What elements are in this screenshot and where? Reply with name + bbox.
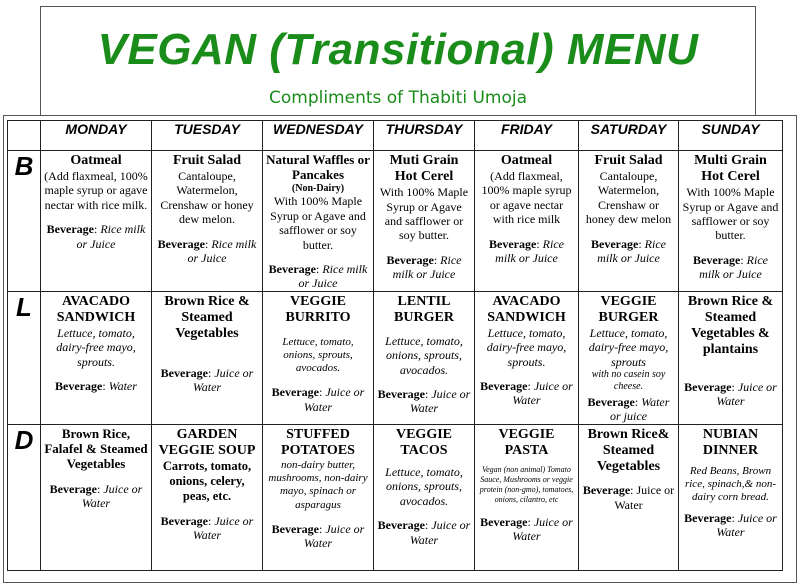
menu-cell bbox=[152, 151, 263, 292]
dish-description: With 100% Maple Syrup or Agave and safflower or soy butter. bbox=[682, 185, 779, 243]
day-monday: MONDAY bbox=[41, 121, 152, 151]
beverage: Beverage: Water or juice bbox=[587, 395, 670, 424]
page-title: VEGAN (Transitional) MENU bbox=[97, 25, 699, 74]
dish-subtitle: (Non-Dairy) bbox=[291, 182, 345, 194]
menu-cell bbox=[374, 151, 475, 292]
dish-description: (Add flaxmeal, 100% maple syrup or agave nectar with rice milk bbox=[481, 169, 572, 227]
beverage: Beverage: Juice or Water bbox=[49, 481, 143, 511]
beverage: Beverage: Juice or Water bbox=[480, 379, 573, 408]
dish-name: Fruit Salad bbox=[172, 153, 242, 168]
dish-name: Brown Rice, Falafel & Steamed Vegetables bbox=[44, 425, 148, 471]
breakfast-label: B bbox=[8, 151, 41, 292]
menu-cell bbox=[152, 291, 263, 424]
beverage: Beverage: Water bbox=[55, 379, 137, 394]
beverage: Beverage: Juice or Water bbox=[160, 514, 254, 543]
menu-cell bbox=[579, 151, 679, 292]
dish-name: Brown Rice & Steamed Vegetables bbox=[164, 293, 250, 341]
dish-description: Lettuce, tomato, onions, sprouts, avocados. bbox=[385, 465, 463, 508]
dish-description: With 100% Maple Syrup or Agave and safflower or soy butter. bbox=[379, 185, 469, 243]
dinner-row bbox=[8, 424, 783, 570]
menu-cell bbox=[41, 291, 152, 424]
weekly-menu-table bbox=[7, 120, 783, 571]
dish-name: NUBIAN DINNER bbox=[702, 426, 759, 458]
day-wednesday: WEDNESDAY bbox=[263, 121, 374, 151]
day-friday: FRIDAY bbox=[475, 121, 579, 151]
menu-cell bbox=[475, 151, 579, 292]
dish-name: LENTIL BURGER bbox=[394, 293, 454, 325]
dish-description: With 100% Maple Syrup or Agave and safflower or soy butter. bbox=[270, 194, 366, 252]
dinner-label: D bbox=[8, 424, 41, 570]
menu-cell bbox=[679, 291, 783, 424]
menu-cell bbox=[263, 151, 374, 292]
menu-cell bbox=[263, 424, 374, 570]
menu-cell bbox=[679, 424, 783, 570]
beverage: Beverage: Juice or Water bbox=[582, 483, 675, 512]
day-thursday: THURSDAY bbox=[374, 121, 475, 151]
lunch-row bbox=[8, 291, 783, 424]
dish-description: Lettuce, tomato, onions, sprouts, avocados. bbox=[282, 335, 354, 375]
dish-name: VEGGIE TACOS bbox=[395, 426, 452, 458]
day-sunday: SUNDAY bbox=[679, 121, 783, 151]
dish-name: GARDEN VEGGIE SOUP bbox=[158, 426, 256, 458]
menu-cell bbox=[374, 424, 475, 570]
dish-name: Brown Rice& Steamed Vegetables bbox=[587, 426, 670, 475]
beverage: Beverage: Rice milk or Juice bbox=[268, 261, 368, 291]
dish-name: Fruit Salad bbox=[594, 153, 663, 168]
dish-name: Muti Grain Hot Cerel bbox=[389, 153, 459, 185]
dish-name: VEGGIE BURGER bbox=[598, 293, 659, 325]
menu-cell bbox=[579, 291, 679, 424]
dish-description: Lettuce, tomato, dairy-free mayo, sprouts. bbox=[56, 325, 136, 369]
page-subtitle: Compliments of Thabiti Umoja bbox=[268, 88, 527, 108]
beverage: Beverage: Juice or Water bbox=[684, 510, 777, 539]
dish-description: non-dairy butter, mushrooms, non-dairy mayo, spinach or asparagus bbox=[268, 459, 368, 511]
beverage: Beverage: Juice or Water bbox=[684, 380, 777, 409]
menu-cell bbox=[475, 291, 579, 424]
beverage: Beverage: Juice or Water bbox=[160, 366, 254, 395]
dish-name: Natural Waffles or Pancakes bbox=[266, 152, 370, 182]
beverage: Beverage: Rice milk or Juice bbox=[591, 236, 666, 266]
menu-cell bbox=[475, 424, 579, 570]
day-header-row bbox=[8, 121, 783, 151]
menu-cell bbox=[41, 151, 152, 292]
beverage: Beverage: Juice or Water bbox=[271, 385, 365, 414]
beverage: Beverage: Rice milk or Juice bbox=[46, 222, 146, 251]
menu-cell bbox=[579, 424, 679, 570]
breakfast-row bbox=[8, 151, 783, 292]
dish-description: Cantaloupe, Watermelon, Crenshaw or honey dew melon. bbox=[160, 169, 254, 227]
menu-cell bbox=[263, 291, 374, 424]
dish-name: Multi Grain Hot Cerel bbox=[694, 153, 767, 185]
day-saturday: SATURDAY bbox=[579, 121, 679, 151]
beverage: Beverage: Rice milk or Juice bbox=[489, 236, 564, 266]
menu-cell bbox=[152, 424, 263, 570]
corner-cell bbox=[8, 121, 41, 151]
day-tuesday: TUESDAY bbox=[152, 121, 263, 151]
menu-cell bbox=[679, 151, 783, 292]
dish-name: Oatmeal bbox=[70, 153, 122, 168]
dish-name: VEGGIE PASTA bbox=[498, 426, 555, 458]
dish-name: AVACADO SANDWICH bbox=[56, 293, 136, 325]
dish-description: Cantaloupe, Watermelon, Crenshaw or honey dew melon bbox=[585, 169, 672, 227]
dish-description: Lettuce, tomato, onions, sprouts, avocados. bbox=[385, 333, 463, 377]
dish-description: Carrots, tomato, onions, celery, peas, etc. bbox=[162, 459, 252, 504]
dish-name: AVACADO SANDWICH bbox=[487, 293, 566, 325]
beverage: Beverage: Rice milk or Juice bbox=[386, 252, 462, 282]
beverage: Beverage: Juice or Water bbox=[271, 521, 365, 551]
dish-name: Brown Rice & Steamed Vegetables & plantains bbox=[687, 293, 774, 357]
dish-description: Red Beans, Brown rice, spinach,& non-dairy corn bread. bbox=[684, 465, 777, 504]
menu-cell bbox=[374, 291, 475, 424]
beverage: Beverage: Rice milk or Juice bbox=[693, 252, 768, 282]
dish-description: (Add flaxmeal, 100% maple syrup or agave nectar with rice milk. bbox=[44, 169, 148, 212]
dish-name: STUFFED POTATOES bbox=[281, 426, 355, 458]
dish-note: with no casein soy cheese. bbox=[591, 369, 666, 393]
beverage: Beverage: Juice or Water bbox=[480, 515, 573, 544]
dish-name: Oatmeal bbox=[500, 153, 553, 168]
dish-description: Vegan (non animal) Tomato Sauce, Mushrooms or veggie protein (non-gmo), tomatoes, onions, cilantro, etc bbox=[479, 465, 574, 505]
dish-name: VEGGIE BURRITO bbox=[285, 293, 351, 325]
menu-cell bbox=[41, 424, 152, 570]
dish-description: Lettuce, tomato, dairy-free mayo, sprouts bbox=[588, 325, 669, 369]
beverage: Beverage: Juice or Water bbox=[377, 387, 471, 416]
beverage: Beverage: Juice or Water bbox=[377, 518, 471, 547]
lunch-label: L bbox=[8, 291, 41, 424]
beverage: Beverage: Rice milk or Juice bbox=[157, 236, 257, 266]
dish-description: Lettuce, tomato, dairy-free mayo, sprouts. bbox=[486, 325, 567, 369]
